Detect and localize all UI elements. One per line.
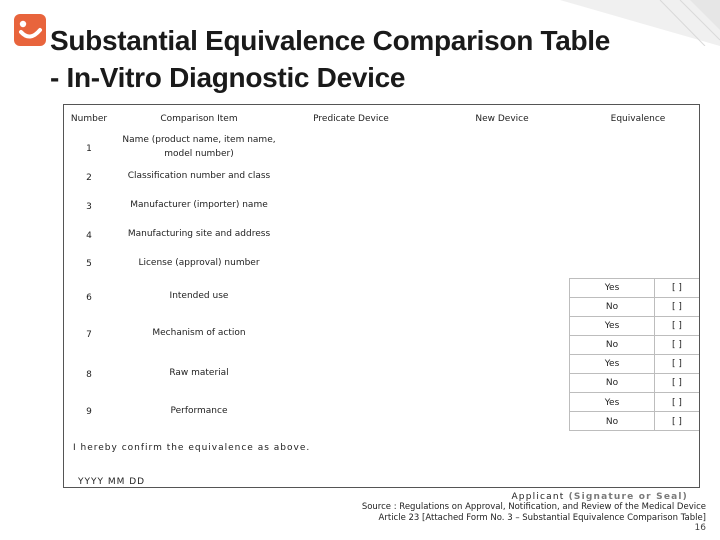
yes-label: Yes	[604, 398, 620, 408]
no-label: No	[605, 302, 619, 312]
row-item: model number)	[164, 149, 234, 159]
page-title	[50, 22, 720, 96]
yes-checkbox[interactable]: [ ]	[672, 359, 682, 369]
header-equivalence: Equivalence	[610, 114, 666, 124]
row-item: Performance	[170, 406, 228, 416]
header-new-device: New Device	[475, 114, 529, 124]
row-number: 5	[86, 259, 92, 269]
yes-label: Yes	[604, 359, 620, 369]
header-predicate: Predicate Device	[313, 114, 389, 124]
applicant-line	[511, 492, 688, 502]
equivalence-grid-line	[569, 335, 699, 336]
equivalence-grid-line	[569, 373, 699, 374]
confirmation-text: I hereby confirm the equivalence as above.	[73, 443, 311, 453]
equivalence-grid-line	[569, 316, 699, 317]
no-checkbox[interactable]: [ ]	[672, 302, 682, 312]
row-item: Classification number and class	[127, 171, 271, 181]
yes-label: Yes	[604, 321, 620, 331]
yes-label: Yes	[604, 283, 620, 293]
no-checkbox[interactable]: [ ]	[672, 340, 682, 350]
no-checkbox[interactable]: [ ]	[672, 417, 682, 427]
row-number: 8	[86, 370, 92, 380]
row-item: License (approval) number	[138, 258, 260, 268]
yes-checkbox[interactable]: [ ]	[672, 321, 682, 331]
row-number: 2	[86, 173, 92, 183]
row-item: Intended use	[169, 291, 229, 301]
applicant-label: Applicant	[511, 492, 565, 502]
row-item: Manufacturer (importer) name	[130, 200, 268, 210]
page-number: 16	[694, 523, 706, 533]
yes-checkbox[interactable]: [ ]	[672, 398, 682, 408]
row-number: 3	[86, 202, 92, 212]
row-item: Raw material	[169, 368, 229, 378]
row-number: 1	[86, 144, 92, 154]
equivalence-grid-line	[569, 354, 699, 355]
source-note	[362, 502, 706, 523]
no-checkbox[interactable]: [ ]	[672, 378, 682, 388]
title-line-2: - In-Vitro Diagnostic Device	[50, 62, 406, 93]
row-number: 4	[86, 231, 92, 241]
row-item: Mechanism of action	[152, 328, 246, 338]
row-item: Name (product name, item name,	[122, 135, 276, 145]
row-number: 6	[86, 293, 92, 303]
equivalence-grid-line	[569, 297, 699, 298]
yes-checkbox[interactable]: [ ]	[672, 283, 682, 293]
source-line-1: Source : Regulations on Approval, Notification, and Review of the Medical Device	[361, 502, 706, 512]
title-line-1: Substantial Equivalence Comparison Table	[50, 25, 611, 56]
header-number: Number	[70, 114, 108, 124]
source-line-2: Article 23 [Attached Form No. 3 – Substantial Equivalence Comparison Table]	[378, 512, 706, 523]
row-item: Manufacturing site and address	[127, 229, 271, 239]
row-number: 9	[86, 407, 92, 417]
equivalence-grid-line	[569, 278, 699, 279]
equivalence-grid-line	[569, 430, 699, 431]
header-item: Comparison Item	[160, 114, 238, 124]
logo-icon	[14, 14, 46, 46]
no-label: No	[605, 378, 619, 388]
signature-label: (Signature or Seal)	[568, 492, 688, 502]
no-label: No	[605, 417, 619, 427]
equivalence-grid-line	[569, 392, 699, 393]
date-field[interactable]: YYYY MM DD	[78, 477, 146, 487]
equivalence-grid-line	[569, 411, 699, 412]
row-number: 7	[86, 330, 92, 340]
no-label: No	[605, 340, 619, 350]
